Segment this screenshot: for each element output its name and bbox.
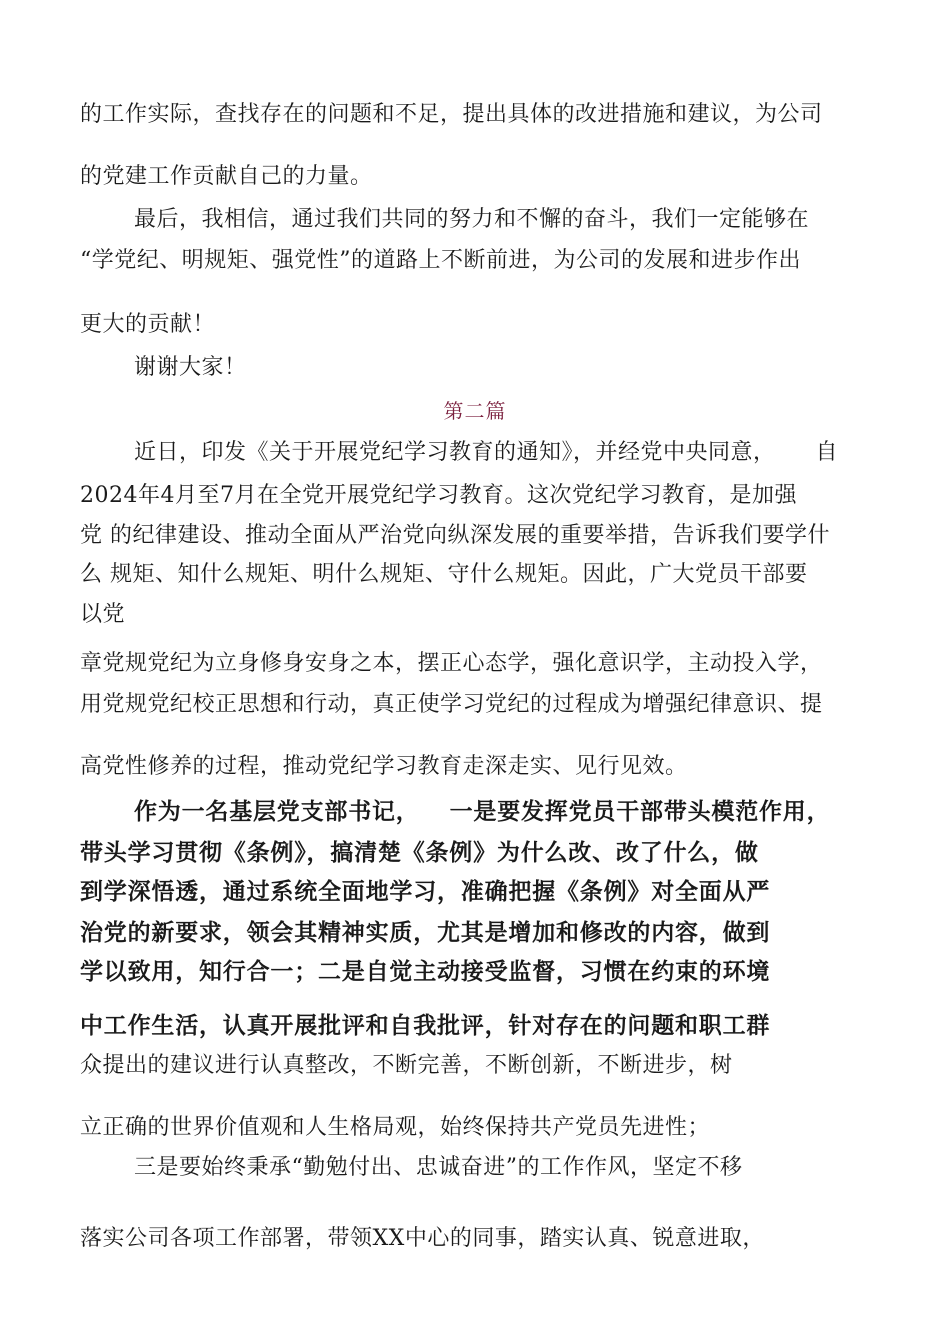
bold-paragraph-line: 学以致用，知行合一；二是自觉主动接受监督，习惯在约束的环境 [80, 958, 771, 985]
paragraph-line: 章党规党纪为立身修身安身之本，摆正心态学，强化意识学，主动投入学， [80, 651, 823, 676]
paragraph-text: 近日，印发《关于开展党纪学习教育的通知》，并经党中央同意， [134, 440, 776, 465]
paragraph-line: 的工作实际，查找存在的问题和不足，提出具体的改进措施和建议，为公司 [80, 102, 823, 127]
paragraph-line: 谢谢大家！ [134, 355, 247, 380]
paragraph-line: “学党纪、明规矩、强党性”的道路上不断前进，为公司的发展和进步作出 [80, 248, 801, 273]
paragraph-line: 用党规党纪校正思想和行动，真正使学习党纪的过程成为增强纪律意识、提 [80, 692, 823, 717]
paragraph-line: 三是要始终秉承“勤勉付出、忠诚奋进”的工作作风，坚定不移 [134, 1155, 743, 1180]
bold-text: 一是要发挥党员干部带头模范作用， [449, 798, 831, 825]
paragraph-line: 以党 [80, 602, 126, 627]
bold-paragraph-line: 中工作生活，认真开展批评和自我批评，针对存在的问题和职工群 [80, 1012, 771, 1039]
paragraph-line: 么 规矩、知什么规矩、明什么规矩、守什么规矩。因此，广大党员干部要 [80, 562, 808, 587]
bold-paragraph-line: 治党的新要求，领会其精神实质，尤其是增加和修改的内容，做到 [80, 919, 771, 946]
bold-text: 作为一名基层党支部书记， [134, 798, 420, 825]
section-heading: 第二篇 [443, 399, 507, 423]
paragraph-text: 自 [815, 440, 839, 465]
paragraph-line: 的党建工作贡献自己的力量。 [80, 164, 373, 189]
paragraph-line: 最后，我相信，通过我们共同的努力和不懈的奋斗，我们一定能够在 [134, 207, 810, 232]
paragraph-line: 众提出的建议进行认真整改，不断完善，不断创新，不断进步，树 [80, 1053, 733, 1078]
bold-paragraph-line [134, 797, 830, 827]
paragraph-line: 落实公司各项工作部署，带领XX中心的同事，踏实认真、锐意进取， [80, 1226, 765, 1251]
paragraph-line [134, 438, 838, 468]
bold-paragraph-line: 到学深悟透，通过系统全面地学习，准确把握《条例》对全面从严 [80, 878, 771, 905]
paragraph-line: 更大的贡献！ [80, 312, 216, 337]
bold-paragraph-line: 带头学习贯彻《条例》，搞清楚《条例》为什么改、改了什么，做 [80, 839, 759, 866]
paragraph-line: 高党性修养的过程，推动党纪学习教育走深走实、见行见效。 [80, 754, 688, 779]
paragraph-line: 党 的纪律建设、推动全面从严治党向纵深发展的重要举措，告诉我们要学什 [80, 523, 830, 548]
paragraph-line: 2024年4月至7月在全党开展党纪学习教育。这次党纪学习教育，是加强 [80, 483, 797, 508]
paragraph-line: 立正确的世界价值观和人生格局观，始终保持共产党员先进性； [80, 1115, 711, 1140]
